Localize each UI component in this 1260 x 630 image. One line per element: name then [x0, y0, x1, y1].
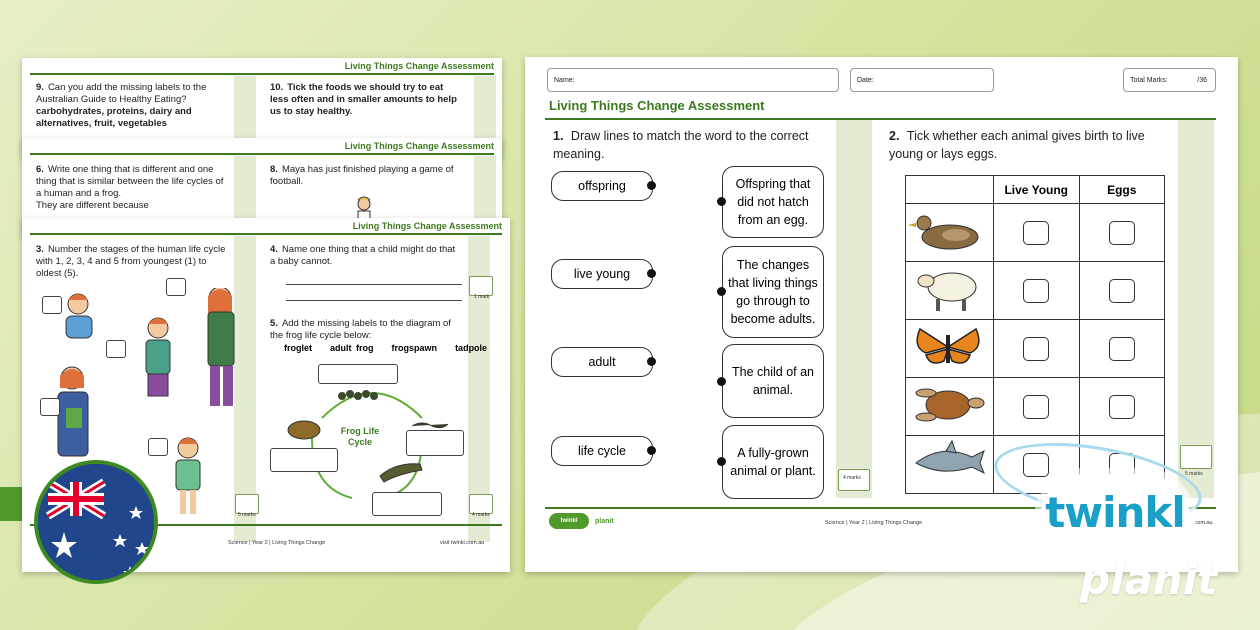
title-rule: [30, 153, 494, 155]
marks-label: 5 marks: [238, 512, 256, 518]
total-marks-value: /36: [1197, 77, 1207, 84]
gutter: [836, 120, 872, 498]
col-live-young: Live Young: [993, 176, 1079, 204]
word-adult[interactable]: adult: [551, 347, 653, 377]
marks-box[interactable]: [469, 276, 493, 296]
tick-eggs[interactable]: [1109, 337, 1135, 361]
australian-flag-icon: [34, 460, 158, 584]
match-dot[interactable]: [717, 287, 726, 296]
label-box[interactable]: [372, 492, 442, 516]
turtle-icon: [906, 379, 990, 429]
label-box[interactable]: [270, 448, 338, 472]
tick-live-young[interactable]: [1023, 221, 1049, 245]
gutter: [1178, 120, 1214, 498]
footer-center: Science | Year 2 | Living Things Change: [228, 540, 326, 546]
page-title: Living Things Change Assessment: [549, 98, 765, 113]
question-5: 5. Add the missing labels to the diagram of the frog life cycle below:: [270, 318, 451, 341]
match-dot[interactable]: [647, 181, 656, 190]
answer-box[interactable]: [166, 278, 186, 296]
word-offspring[interactable]: offspring: [551, 171, 653, 201]
twinkl-logo: [1040, 474, 1190, 564]
answer-box[interactable]: [42, 296, 62, 314]
word-bank: [284, 343, 487, 353]
table-corner: [906, 176, 994, 204]
definition-life-cycle[interactable]: The changes that living things go through to become adults.: [722, 246, 824, 338]
animal-cell: [906, 262, 994, 320]
tick-live-young[interactable]: [1023, 337, 1049, 361]
sheet-title: Living Things Change Assessment: [352, 221, 502, 231]
answer-line[interactable]: [286, 284, 462, 285]
sheet-title: Living Things Change Assessment: [344, 61, 494, 71]
question-1: 1. Draw lines to match the word to the correct meaning.: [553, 129, 809, 161]
table-row: [906, 204, 1165, 262]
match-dot[interactable]: [647, 357, 656, 366]
answer-box[interactable]: [40, 398, 60, 416]
title-rule: [545, 118, 1216, 120]
label-box[interactable]: [318, 364, 398, 384]
question-6: 6. Write one thing that is different and one thing that is similar between the life cycles of a human and a frog. They are different because: [36, 164, 224, 211]
tick-eggs[interactable]: [1109, 221, 1135, 245]
word-adult-frog: adult frog: [330, 343, 374, 353]
answer-box[interactable]: [148, 438, 168, 456]
match-dot[interactable]: [647, 446, 656, 455]
tick-eggs[interactable]: [1109, 279, 1135, 303]
tick-live-young[interactable]: [1023, 279, 1049, 303]
sheep-icon: [906, 263, 990, 313]
definition-live-young[interactable]: Offspring that did not hatch from an egg.: [722, 166, 824, 238]
animal-cell: [906, 320, 994, 378]
animal-cell: [906, 204, 994, 262]
question-10: 10. Tick the foods we should try to eat less often and in smaller amounts to help us to stay healthy.: [270, 82, 457, 117]
footer-right: visit twinkl.com.au: [440, 540, 485, 546]
title-rule: [30, 233, 502, 235]
match-dot[interactable]: [717, 457, 726, 466]
question-2: 2. Tick whether each animal gives birth to live young or lays eggs.: [889, 129, 1145, 161]
question-3: 3. Number the stages of the human life cycle with 1, 2, 3, 4 and 5 from youngest (1) to oldest (5).: [36, 244, 226, 279]
word-life-cycle[interactable]: life cycle: [551, 436, 653, 466]
total-marks-label: Total Marks:: [1130, 77, 1168, 84]
name-label: Name:: [554, 77, 575, 84]
marks-label: 1 mark: [474, 294, 490, 300]
frog-cycle-label: Frog Life Cycle: [340, 426, 380, 447]
table-row: [906, 320, 1165, 378]
match-dot[interactable]: [717, 377, 726, 386]
title-rule: [30, 73, 494, 75]
marks-box[interactable]: [235, 494, 259, 514]
label-box[interactable]: [406, 430, 464, 456]
match-dot[interactable]: [717, 197, 726, 206]
animal-cell: [906, 436, 994, 494]
table-row: [906, 262, 1165, 320]
col-eggs: Eggs: [1079, 176, 1164, 204]
question-4: 4. Name one thing that a child might do that a baby cannot.: [270, 244, 456, 267]
word-tadpole: tadpole: [455, 343, 488, 353]
footer-twinkl-logo: twinkl: [549, 513, 589, 529]
duck-icon: [906, 205, 990, 255]
word-frogspawn: frogspawn: [391, 343, 438, 353]
answer-line[interactable]: [286, 300, 462, 301]
marks-box[interactable]: [469, 494, 493, 514]
butterfly-icon: [906, 321, 990, 371]
table-row: [906, 378, 1165, 436]
tick-eggs[interactable]: [1109, 395, 1135, 419]
date-field[interactable]: [850, 68, 994, 92]
marks-label: 4 marks: [843, 475, 861, 481]
question-9: 9. Can you add the missing labels to the Australian Guide to Healthy Eating? carbohydrates, proteins, dairy and alternatives, fruit, vegetables: [36, 82, 207, 129]
marks-label: 4 marks: [472, 512, 490, 518]
definition-offspring[interactable]: The child of an animal.: [722, 344, 824, 418]
footer-right: .com.au: [1193, 520, 1213, 526]
tick-live-young[interactable]: [1023, 395, 1049, 419]
footer-center: Science | Year 2 | Living Things Change: [825, 520, 923, 526]
word-froglet: froglet: [284, 343, 312, 353]
word-live-young[interactable]: live young: [551, 259, 653, 289]
match-dot[interactable]: [647, 269, 656, 278]
animal-cell: [906, 378, 994, 436]
dolphin-icon: [906, 437, 990, 487]
marks-box[interactable]: [1180, 445, 1212, 469]
marks-label: 5 marks: [1185, 471, 1203, 477]
question-8: 8. Maya has just finished playing a game of football.: [270, 164, 454, 187]
name-field[interactable]: [547, 68, 839, 92]
total-marks-field[interactable]: [1123, 68, 1216, 92]
planit-logo: planit: [1080, 555, 1218, 604]
sheet-title: Living Things Change Assessment: [344, 141, 494, 151]
answer-box[interactable]: [106, 340, 126, 358]
twinkl-logo-text: twinkl: [1045, 488, 1185, 537]
date-label: Date:: [857, 77, 874, 84]
definition-adult[interactable]: A fully-grown animal or plant.: [722, 425, 824, 499]
footer-planit: planit: [595, 518, 614, 525]
